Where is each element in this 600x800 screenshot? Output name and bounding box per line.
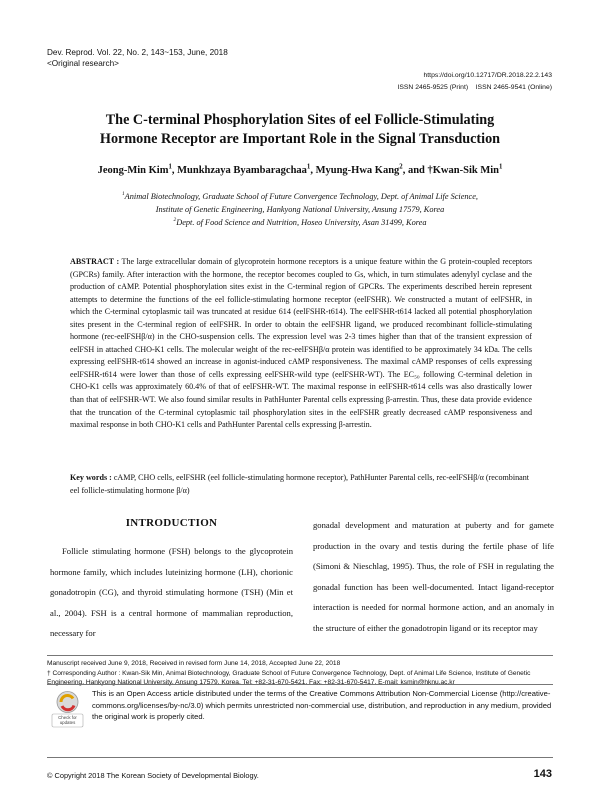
abstract xyxy=(70,256,532,432)
author xyxy=(177,165,315,176)
author-name: Munkhzaya Byambaragchaa xyxy=(177,165,307,176)
page-number: 143 xyxy=(533,768,552,780)
author-separator: , xyxy=(310,165,316,176)
body-column-left: Follicle stimulating hormone (FSH) belongs to the glycoprotein hormone family, which includes luteinizing hormone (LH), chorionic gonadotropin (CG), and thyroid stimulating hormone (TSH) (Min et al., 2004). FSH is a central hormone of mammalian reproduction, necessary for xyxy=(50,546,293,638)
keywords-label: Key words : xyxy=(70,473,112,482)
author-list xyxy=(40,165,560,176)
author-separator: , xyxy=(171,165,178,176)
doi-link[interactable]: https://doi.org/10.12717/DR.2018.22.2.143 xyxy=(423,72,552,79)
copyright-line: © Copyright 2018 The Korean Society of Developmental Biology. xyxy=(47,771,259,780)
abstract-text: The large extracellular domain of glycoprotein hormone receptors is a unique feature within the G protein-coupled receptors (GPCRs) family. After interaction with the hormone, the receptor becomes coupled to Gs, which, in turn stimulates adenylyl cyclase and the production of cAMP. Potential phosphorylation sites exist in the C-terminal region of GPCRs. The experiments described herein represent attempts to determine the functions of the eel follicle-stimulating hormone receptor (eelFSHR). We constructed a mutant of eelFSHR, in which the C-terminal cytoplasmic tail was truncated at residue 614 (eelFSHR-t614). The eelFSHR-t614 lacked all potential phosphorylation sites present in the C-terminal region of eelFSHR. In order to obtain the eelFSHR ligand, we produced recombinant follicle-stimulating hormone (rec-eelFSHβ/α) in the CHO-suspension cells. The expression level was 2-3 times higher than that of the transient expression of eelFSH in attached CHO-K1 cells. The molecular weight of the rec-eelFSHβ/α protein was identified to be approximately 34 kDa. The cells expressing eelFSHR-t614 showed an increase in agonist-induced cAMP responsiveness. The maximal cAMP responses of cells expressing eelFSHR-t614 were lower than those of cells expressing eelFSHR-wild type (eelFSHR-WT). The EC₅₀ following C-terminal deletion in CHO-K1 cells was approximately 60.4% of that of eelFSHR-WT. The maximal response in eelFSHR-t614 cells was also drastically lower than that of eelFSHR-WT. We also found similar results in PathHunter Parental cells expressing β-arrestin. Thus, these data provide evidence that the truncation of the C-terminal cytoplasmic tail phosphorylation sites in the eelFSHR greatly decreased cAMP responsiveness and maximal response in both CHO-K1 cells and PathHunter Parental cells expressing β-arrestin. xyxy=(70,257,532,430)
author xyxy=(98,165,178,176)
license-divider xyxy=(47,684,553,685)
author-affiliation-mark: 2 xyxy=(399,163,403,171)
author xyxy=(316,165,428,176)
author-affiliation-mark: 1 xyxy=(499,163,503,171)
footnote-divider xyxy=(47,655,553,656)
article-type: <Original research> xyxy=(47,59,119,68)
keywords xyxy=(70,472,532,497)
affiliation-2 xyxy=(40,216,560,229)
affiliation-1-line-1: Animal Biotechnology, Graduate School of Future Convergence Technology, Dept. of Animal Life Science, xyxy=(124,192,478,201)
paper-title xyxy=(40,111,560,149)
body-column-right: gonadal development and maturation at puberty and for gamete production in the ovary and testis during the fertile phase of life (Simoni & Nieschlag, 1995). Thus, the role of FSH in regulating the gonadal function has been well-documented. Intact ligand-receptor interaction is needed for normal hormone action, and an anomaly in the structure of either the gonadotropin ligand or its receptor may xyxy=(313,520,554,633)
doi-block xyxy=(397,70,552,93)
author-affiliation-mark: 1 xyxy=(168,163,172,171)
abstract-label: ABSTRACT : xyxy=(70,257,120,266)
affiliation-1-line-2: Institute of Genetic Engineering, Hankyong National University, Ansung 17579, Korea xyxy=(155,205,445,214)
journal-citation: Dev. Reprod. Vol. 22, No. 2, 143~153, June, 2018 xyxy=(47,48,228,57)
title-line-1: The C-terminal Phosphorylation Sites of eel Follicle-Stimulating xyxy=(105,112,495,128)
title-line-2: Hormone Receptor are Important Role in the Signal Transduction xyxy=(99,131,501,147)
journal-header xyxy=(47,47,228,69)
author-name: †Kwan-Sik Min xyxy=(427,165,499,176)
affiliation-mark: 1 xyxy=(121,191,125,198)
section-heading-introduction: INTRODUCTION xyxy=(125,517,218,529)
issn-line: ISSN 2465-9525 (Print) ISSN 2465-9541 (Online) xyxy=(397,83,552,91)
corresponding-author: † Corresponding Author : Kwan-Sik Min, Animal Biotechnology, Graduate School of Future Convergence Technology, Dept. of Animal Life Science, Institute of Genetic Engineering, Hankyong National University, Ansung 17579, Korea. Tel: +82-31-670-5421, Fax: +82-31-670-5417, E-mail: ksmin@hknu.ac.kr xyxy=(47,669,531,686)
manuscript-dates: Manuscript received June 9, 2018, Received in revised form June 14, 2018, Accepted June 22, 2018 xyxy=(47,660,341,667)
author-separator: , and xyxy=(402,165,428,176)
check-for-updates-badge[interactable] xyxy=(51,690,84,728)
affiliation-mark: 2 xyxy=(173,217,177,224)
author-affiliation-mark: 1 xyxy=(306,163,311,171)
open-access-license: This is an Open Access article distributed under the terms of the Creative Commons Attribution Non-Commercial License (http://creative-commons.org/licenses/by-nc/3.0) which permits unrestricted non-commercial use, distribution, and reproduction in any medium, provided the original work is properly cited. xyxy=(92,689,552,721)
author-name: Myung-Hwa Kang xyxy=(315,165,400,176)
badge-label: Check for updates xyxy=(58,715,77,726)
affiliation-2-line: Dept. of Food Science and Nutrition, Hoseo University, Asan 31499, Korea xyxy=(176,218,427,227)
affiliation-1 xyxy=(40,190,560,203)
author-name: Jeong-Min Kim xyxy=(97,165,169,176)
author xyxy=(428,165,503,176)
affiliations xyxy=(40,190,560,229)
bottom-divider xyxy=(47,757,553,758)
keywords-text: cAMP, CHO cells, eelFSHR (eel follicle-stimulating hormone receptor), PathHunter Parental cells, rec-eelFSHβ/α (recombinant eel follicle-stimulating hormone β/α) xyxy=(70,473,530,495)
